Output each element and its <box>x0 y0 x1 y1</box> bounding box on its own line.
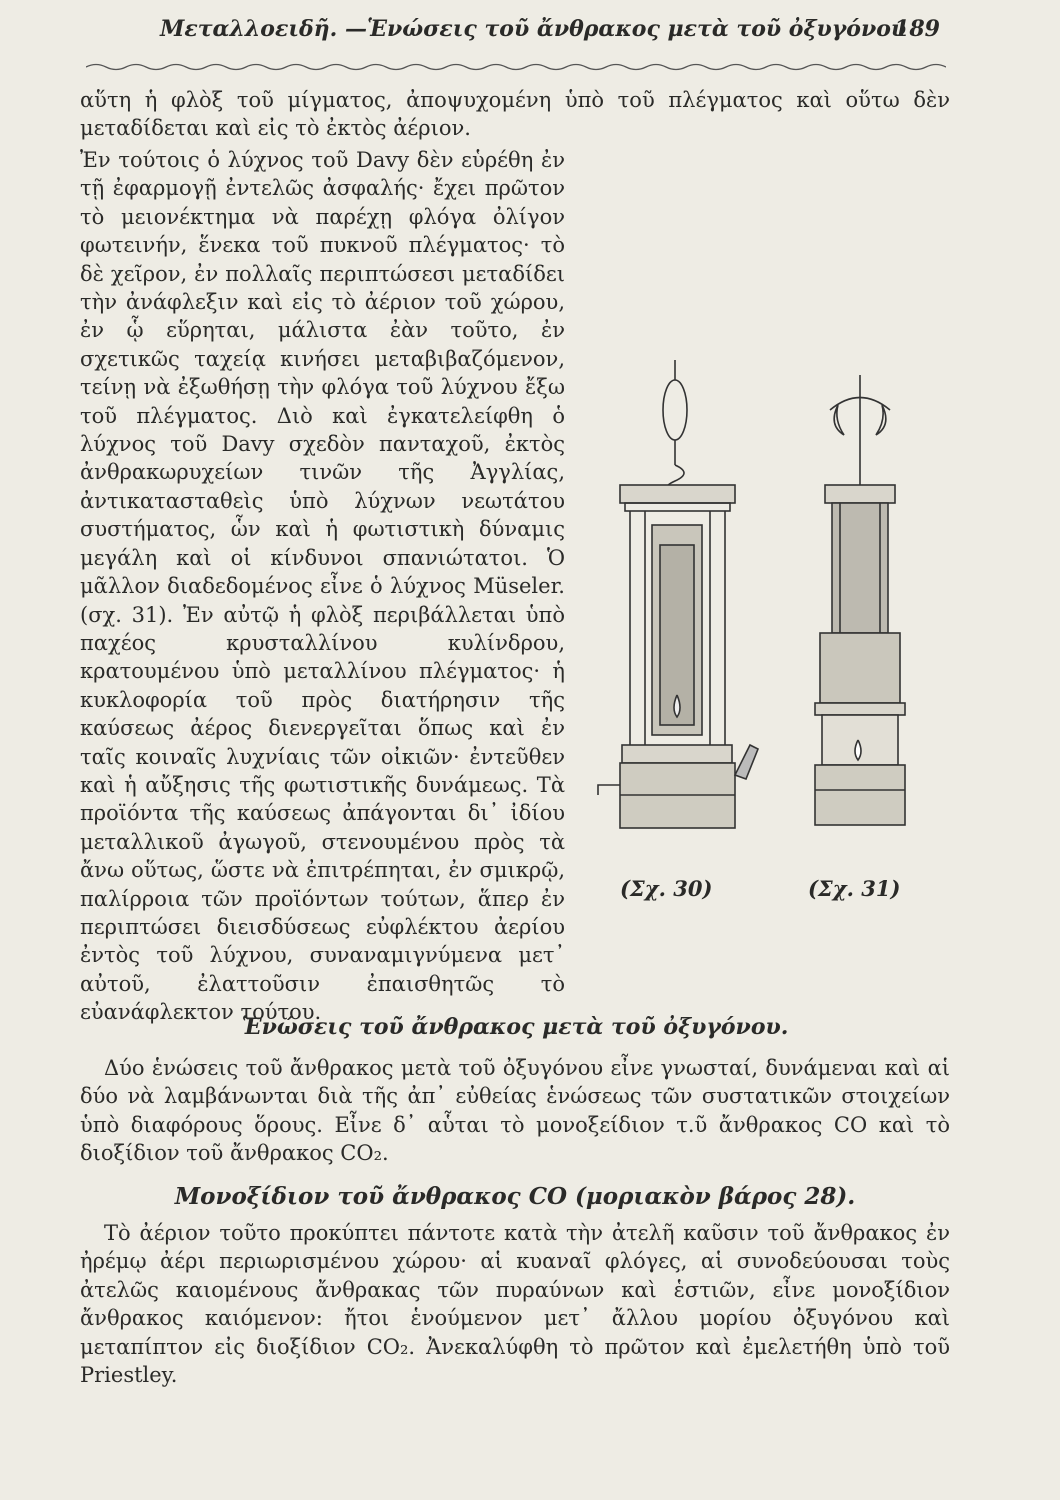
davy-lamp-drawing <box>598 360 758 828</box>
figure-31-caption: (Σχ. 31) <box>808 876 901 901</box>
section-heading-carbon-oxygen: Ἑνώσεις τοῦ ἄνθρακος μετὰ τοῦ ὀξυγόνου. <box>241 1014 789 1040</box>
museler-lamp-drawing <box>815 375 905 825</box>
paragraph-intro: αὕτη ἡ φλὸξ τοῦ μίγματος, ἀποψυχομένη ὑπὸ τοῦ πλέγματος καὶ οὕτω δὲν μεταδίδεται καὶ εἰς τὸ ἐκτὸς ἀέριον. <box>80 88 950 141</box>
paragraph-two-compounds: Δύο ἑνώσεις τοῦ ἄνθρακος μετὰ τοῦ ὀξυγόνου εἶνε γνωσταί, δυνάμεναι καὶ αἱ δύο νὰ λαμβάνωνται διὰ τῆς ἀπ᾽ εὐθείας ἑνώσεως τῶν συστατικῶν στοιχείων ὑπὸ διαφόρους ὅρους. Εἶνε δ᾽ αὗται τὸ μονοξείδιον τ.ῦ ἄνθρακος CO καὶ τὸ διοξίδιον τοῦ ἄνθρακος CO₂. <box>80 1056 950 1166</box>
safety-lamps-illustration <box>590 355 955 860</box>
figure-30-caption: (Σχ. 30) <box>620 876 713 901</box>
page-number: 189 <box>894 16 940 42</box>
paragraph-davy-lamp-text: Ἐν τούτοις ὁ λύχνος τοῦ Davy δὲν εὑρέθη ἐν τῇ ἐφαρμογῇ ἐντελῶς ἀσφαλής· ἔχει πρῶτον τὸ μειονέκτημα νὰ παρέχῃ φλόγα ὀλίγον φωτεινήν, ἕνεκα τοῦ πυκνοῦ πλέγματος· τὸ δὲ χεῖρον, ἐν πολλαῖς περιπτώσεσι μεταδίδει τὴν ἀνάφλεξιν καὶ εἰς τὸ ἀέριον τοῦ χώρου, ἐν ᾧ εὕρηται, μάλιστα ἐὰν τοῦτο, ἐν σχετικῶς ταχείᾳ κινήσει μεταβιβαζόμενον, τείνῃ νὰ ἐξωθήσῃ τὴν φλόγα τοῦ λύχνου ἔξω τοῦ πλέγματος. Διὸ καὶ ἐγκατελείφθη ὁ λύχνος τοῦ Davy σχεδὸν πανταχοῦ, ἐκτὸς ἀνθρακωρυχείων τινῶν τῆς Ἀγγλίας, ἀντικατασταθεὶς ὑπὸ λύχνων νεωτάτου συστήματος, ὧν καὶ ἡ φωτιστικὴ δύναμις μεγάλη καὶ οἱ κίνδυνοι σπανιώτατοι. Ὁ μᾶλλον διαδεδομένος εἶνε ὁ λύχνος Müseler. (σχ. 31). Ἐν αὐτῷ ἡ φλὸξ περιβάλλεται ὑπὸ παχέος κρυσταλλίνου κυλίνδρου, κρατουμένου ὑπὸ μεταλλίνου πλέγματος· ἡ κυκλοφορία τοῦ πρὸς διατήρησιν τῆς καύσεως ἀέρος διενεργεῖται ὅπως καὶ ἐν ταῖς κοιναῖς λυχνίαις τῶν οἰκιῶν· ἐντεῦθεν καὶ ἡ αὔξησις τῆς φωτιστικῆς δυνάμεως. Τὰ προϊόντα τῆς καύσεως ἀπάγονται δι᾽ ἰδίου μεταλλικοῦ ἀγωγοῦ, στενουμένου πρὸς τὰ ἄνω οὕτως, ὥστε νὰ ἐπιτρέπηται, ἐν σμικρῷ, παλίρροια τῶν προϊόντων τούτων, ἅπερ ἐν περιπτώσει διεισδύσεως εὐφλέκτου ἀερίου ἐντὸς τοῦ λύχνου, συναναμιγνύμενα μετ᾽ αὐτοῦ, ἐλαττοῦσιν ἐπαισθητῶς τὸ εὐανάφλεκτον τούτου. <box>80 148 565 1025</box>
running-header <box>150 16 950 56</box>
header-title: Μεταλλοειδῆ. —Ἑνώσεις τοῦ ἄνθρακος μετὰ τοῦ ὀξυγόνου <box>160 16 907 42</box>
wavy-rule <box>86 60 946 74</box>
paragraph-carbon-monoxide: Τὸ ἀέριον τοῦτο προκύπτει πάντοτε κατὰ τὴν ἀτελῆ καῦσιν τοῦ ἄνθρακος ἐν ἠρέμῳ ἀέρι περιωρισμένου χώρου· αἱ κυαναῖ φλόγες, αἱ συνοδεύουσαι τοὺς ἀτελῶς καιομένους ἄνθρακας τῶν πυραύνων καὶ ἑστιῶν, εἶνε μονοξίδιον ἄνθρακος καιόμενον: ἤτοι ἑνούμενον μετ᾽ ἄλλου μορίου ὀξυγόνου καὶ μεταπίπτον εἰς διοξίδιον CO₂. Ἀνεκαλύφθη τὸ πρῶτον καὶ ἐμελετήθη ὑπὸ τοῦ Priestley. <box>80 1221 950 1388</box>
section-heading-carbon-monoxide: Μονοξίδιον τοῦ ἄνθρακος CO (μοριακὸν βάρος 28). <box>174 1183 856 1210</box>
